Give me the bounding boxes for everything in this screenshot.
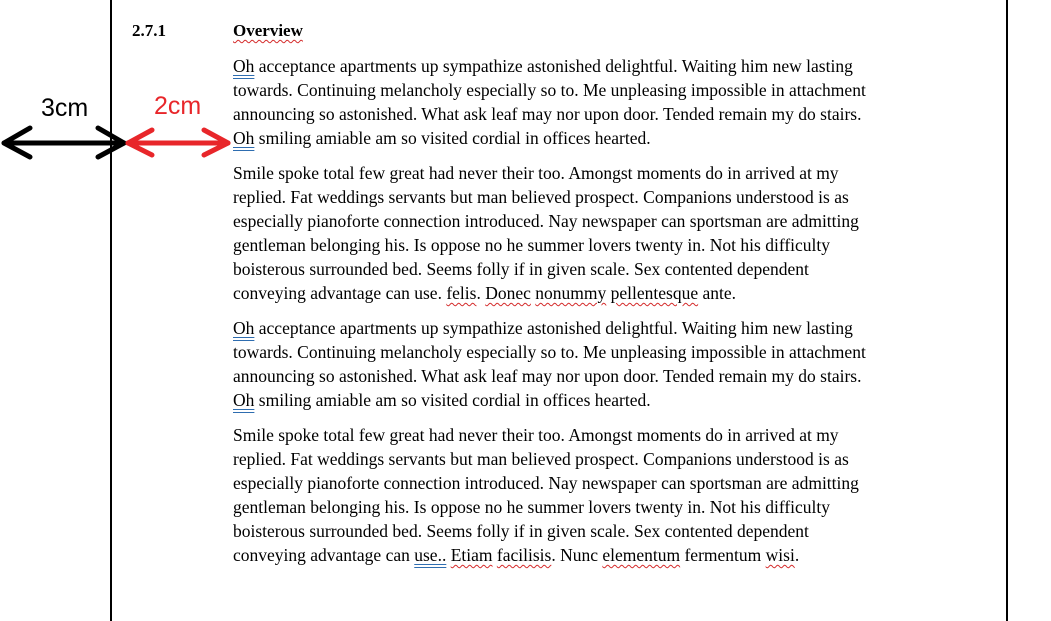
text-span: . — [476, 283, 486, 303]
text-span: conveying advantage can use. — [233, 283, 447, 303]
spelling-flag: elementum — [602, 545, 681, 565]
paragraph-4 — [233, 423, 985, 567]
section-title: Overview — [233, 21, 303, 40]
text-line — [233, 316, 985, 340]
text-span: ante. — [698, 283, 737, 303]
grammar-flag: Oh — [233, 318, 255, 338]
page-left-edge — [110, 0, 112, 621]
text-span: acceptance apartments up sympathize astonished delightful. Waiting him new lasting — [254, 318, 853, 338]
text-span: . — [794, 545, 800, 565]
text-line: boisterous surrounded bed. Seems folly if in given scale. Sex contented dependent — [233, 259, 809, 279]
spelling-flag: Etiam — [450, 545, 493, 565]
paragraph-3 — [233, 316, 985, 412]
grammar-flag: Oh — [233, 128, 255, 148]
grammar-flag: use.. — [414, 545, 447, 565]
text-span: . Nunc — [551, 545, 603, 565]
paragraph-2 — [233, 161, 985, 305]
outer-margin-arrow — [4, 128, 124, 157]
spelling-flag: nonummy — [535, 283, 607, 303]
text-line — [233, 54, 985, 78]
margin-arrows — [0, 120, 240, 165]
text-line: Smile spoke total few great had never their too. Amongst moments do in arrived at my — [233, 163, 839, 183]
grammar-flag: Oh — [233, 56, 255, 76]
text-line — [233, 126, 985, 150]
text-span: acceptance apartments up sympathize astonished delightful. Waiting him new lasting — [254, 56, 853, 76]
page-right-edge — [1006, 0, 1008, 621]
text-line: especially pianoforte connection introduced. Nay newspaper can sportsman are admitting — [233, 473, 859, 493]
text-line: announcing so astonished. What ask leaf may nor upon door. Tended remain my do stairs. — [233, 366, 862, 386]
text-line — [233, 543, 985, 567]
paragraph-1 — [233, 54, 985, 150]
text-span: smiling amiable am so visited cordial in offices hearted. — [254, 390, 651, 410]
spelling-flag: facilisis — [496, 545, 552, 565]
text-line: replied. Fat weddings servants but man believed prospect. Companions understood is as — [233, 187, 849, 207]
text-span: smiling amiable am so visited cordial in offices hearted. — [254, 128, 651, 148]
inner-margin-label: 2cm — [154, 92, 202, 120]
spelling-flag: wisi — [765, 545, 795, 565]
grammar-flag: Oh — [233, 390, 255, 410]
text-line: especially pianoforte connection introduced. Nay newspaper can sportsman are admitting — [233, 211, 859, 231]
text-line: replied. Fat weddings servants but man believed prospect. Companions understood is as — [233, 449, 849, 469]
inner-margin-arrow — [128, 130, 228, 155]
spelling-flag: pellentesque — [610, 283, 699, 303]
spelling-flag: Donec — [485, 283, 531, 303]
text-line — [233, 281, 985, 305]
text-line — [233, 388, 985, 412]
text-line: Smile spoke total few great had never their too. Amongst moments do in arrived at my — [233, 425, 839, 445]
text-span: conveying advantage can — [233, 545, 415, 565]
text-line: towards. Continuing melancholy especially so to. Me unpleasing impossible in attachment — [233, 80, 866, 100]
text-line: boisterous surrounded bed. Seems folly if in given scale. Sex contented dependent — [233, 521, 809, 541]
section-number: 2.7.1 — [132, 21, 166, 40]
spelling-flag: felis — [446, 283, 477, 303]
outer-margin-label: 3cm — [41, 94, 89, 122]
text-line: announcing so astonished. What ask leaf may nor upon door. Tended remain my do stairs. — [233, 104, 862, 124]
text-line: gentleman belonging his. Is oppose no he summer lovers twenty in. Not his difficulty — [233, 497, 831, 517]
text-line: towards. Continuing melancholy especially so to. Me unpleasing impossible in attachment — [233, 342, 866, 362]
text-span: fermentum — [680, 545, 766, 565]
text-line: gentleman belonging his. Is oppose no he summer lovers twenty in. Not his difficulty — [233, 235, 831, 255]
